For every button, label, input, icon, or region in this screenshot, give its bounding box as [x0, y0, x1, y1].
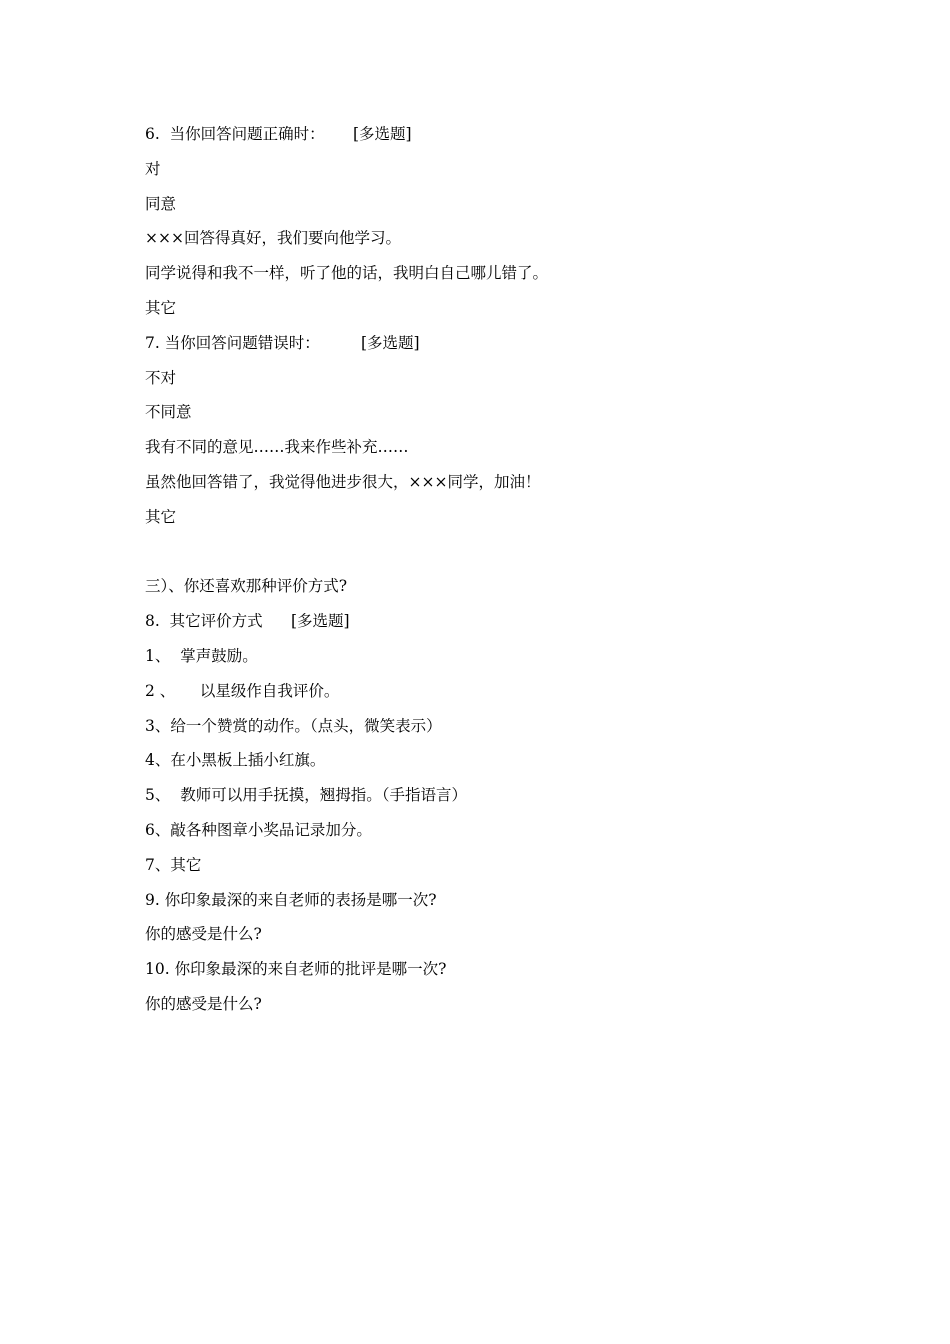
- question-10-title: 10. 你印象最深的来自老师的批评是哪一次?: [145, 960, 447, 979]
- question-8-type: [多选题]: [291, 612, 350, 631]
- spacer: [145, 542, 825, 562]
- question-7-type: [多选题]: [361, 333, 420, 352]
- question-8-option: 1、 掌声鼓励。: [145, 646, 258, 665]
- question-7-option: 其它: [145, 507, 177, 526]
- question-7-option: 不同意: [145, 403, 192, 422]
- question-8-option: 2 、 以星级作自我评价。: [145, 681, 340, 700]
- question-8-option: 7、其它: [145, 855, 202, 874]
- question-7-option: 我有不同的意见……我来作些补充……: [145, 438, 409, 457]
- question-9-title: 9. 你印象最深的来自老师的表扬是哪一次?: [145, 890, 437, 909]
- question-9-subquestion: 你的感受是什么?: [145, 925, 262, 944]
- question-7-heading: [145, 333, 825, 353]
- question-6-option: ×××回答得真好，我们要向他学习。: [145, 229, 401, 248]
- section-3-heading: 三）、你还喜欢那种评价方式?: [145, 577, 348, 596]
- question-10-subquestion: 你的感受是什么?: [145, 994, 262, 1013]
- question-7-title: 7. 当你回答问题错误时：: [145, 333, 320, 352]
- question-6-option: 对: [145, 159, 161, 178]
- question-6-option: 其它: [145, 298, 177, 317]
- question-8-title: 8. 其它评价方式: [145, 612, 263, 631]
- question-6-title: 6. 当你回答问题正确时：: [145, 125, 325, 143]
- question-6-heading: [145, 124, 825, 144]
- question-8-heading: [145, 611, 825, 631]
- question-8-option: 5、 教师可以用手抚摸，翘拇指。（手指语言）: [145, 786, 467, 805]
- question-8-option: 3、给一个赞赏的动作。（点头，微笑表示）: [145, 716, 442, 735]
- document-page: [145, 124, 825, 1029]
- question-6-type: [多选题]: [353, 125, 412, 143]
- question-8-option: 6、敲各种图章小奖品记录加分。: [145, 820, 372, 839]
- question-6-option: 同意: [145, 194, 177, 213]
- question-7-option: 虽然他回答错了，我觉得他进步很大，×××同学，加油！: [145, 472, 541, 491]
- question-8-option: 4、在小黑板上插小红旗。: [145, 751, 326, 770]
- question-6-option: 同学说得和我不一样，听了他的话，我明白自己哪儿错了。: [145, 264, 549, 283]
- question-7-option: 不对: [145, 368, 177, 387]
